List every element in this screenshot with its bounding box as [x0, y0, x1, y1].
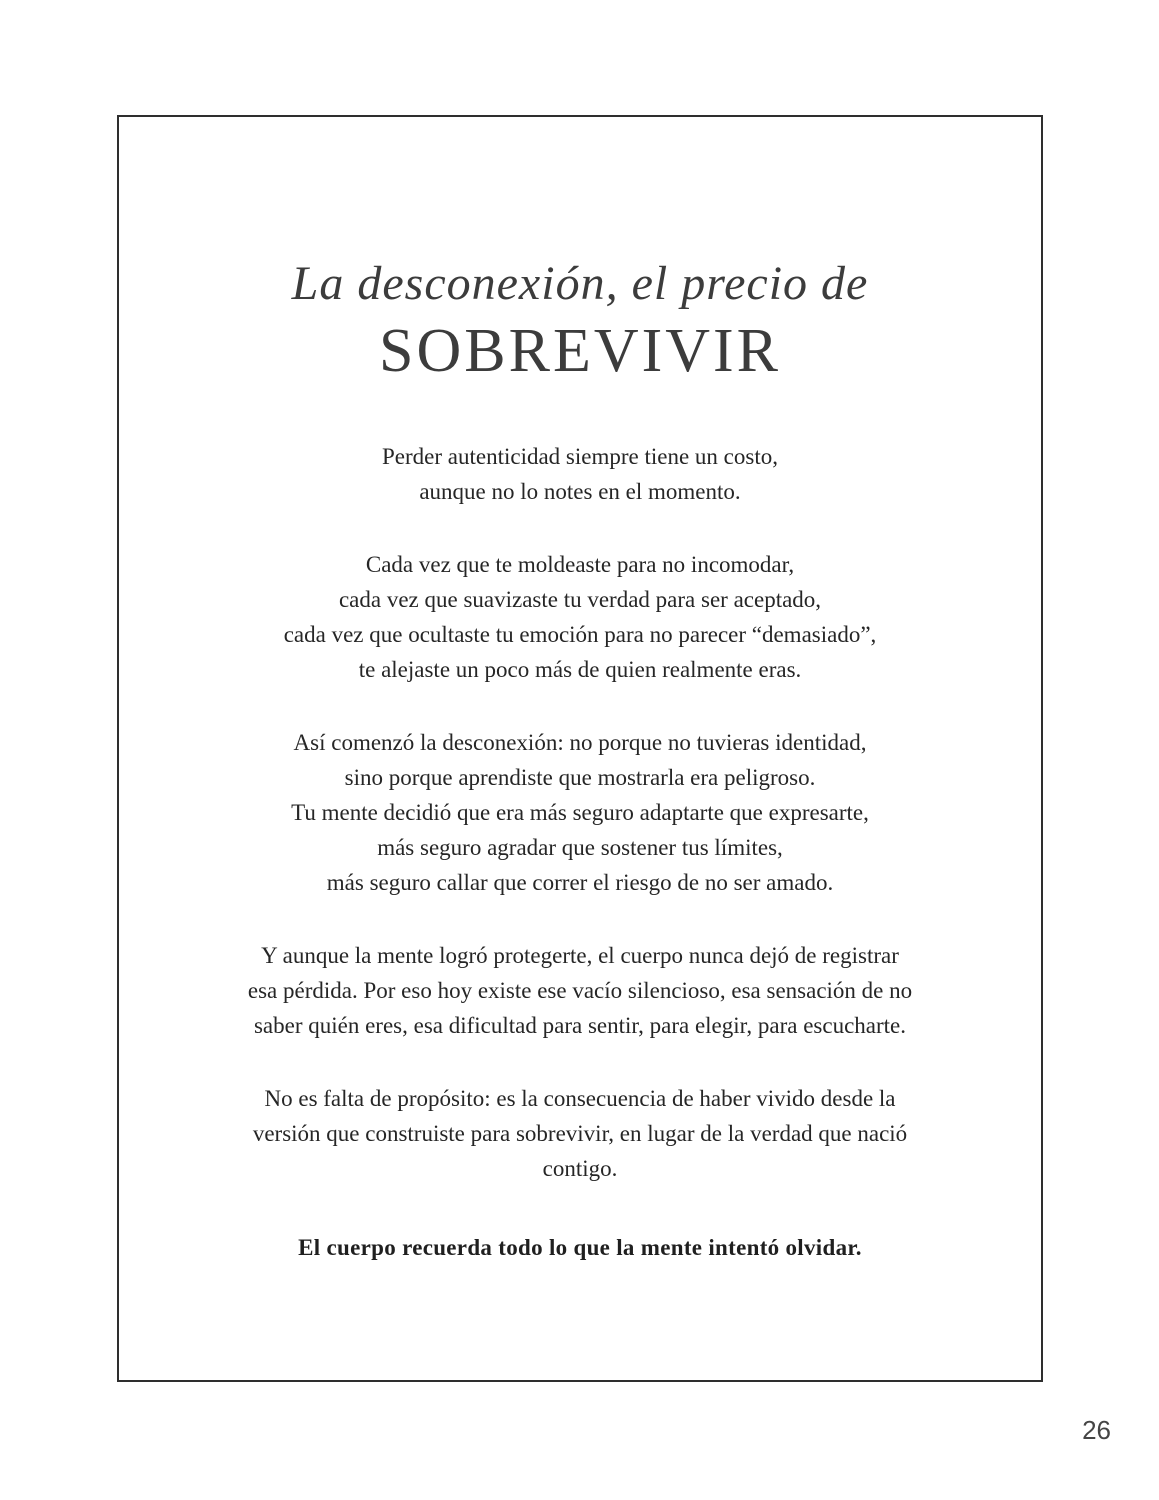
chapter-title-main: SOBREVIVIR: [378, 317, 782, 385]
paragraph-line: sino porque aprendiste que mostrarla era peligroso.: [344, 765, 816, 790]
paragraph-line: Tu mente decidió que era más seguro adaptarte que expresarte,: [291, 800, 869, 825]
paragraph: [189, 725, 971, 900]
paragraph-line: Cada vez que te moldeaste para no incomodar,: [365, 552, 795, 577]
paragraph: [189, 1081, 971, 1186]
body-text: [119, 439, 1041, 1265]
paragraph-line: cada vez que suavizaste tu verdad para ser aceptado,: [338, 587, 822, 612]
page-number: 26: [1082, 1415, 1111, 1445]
paragraph-line: Así comenzó la desconexión: no porque no tuvieras identidad,: [293, 730, 867, 755]
paragraph-line: te alejaste un poco más de quien realmente eras.: [358, 657, 802, 682]
paragraph-line: más seguro callar que correr el riesgo de no ser amado.: [326, 870, 834, 895]
paragraph-line: No es falta de propósito: es la consecuencia de haber vivido desde la: [264, 1086, 896, 1111]
paragraph-line: más seguro agradar que sostener tus límites,: [377, 835, 783, 860]
paragraph-line: saber quién eres, esa dificultad para sentir, para elegir, para escucharte.: [253, 1013, 907, 1038]
chapter-title-subtitle: La desconexión, el precio de: [291, 257, 869, 310]
paragraph-line: contigo.: [542, 1156, 618, 1181]
paragraph: [189, 439, 971, 509]
chapter-title: [119, 255, 1041, 385]
closing-bold-statement: El cuerpo recuerda todo lo que la mente intentó olvidar.: [298, 1235, 862, 1260]
paragraph-line: esa pérdida. Por eso hoy existe ese vacío silencioso, esa sensación de no: [247, 978, 913, 1003]
paragraph-line: Perder autenticidad siempre tiene un costo,: [382, 444, 778, 469]
paragraph-line: cada vez que ocultaste tu emoción para no parecer “demasiado”,: [283, 622, 877, 647]
paragraph-line: Y aunque la mente logró protegerte, el cuerpo nunca dejó de registrar: [261, 943, 899, 968]
paragraph-line: aunque no lo notes en el momento.: [419, 479, 741, 504]
page-border-frame: [117, 115, 1043, 1382]
paragraph-line: versión que construiste para sobrevivir, en lugar de la verdad que nació: [252, 1121, 908, 1146]
paragraph: [189, 547, 971, 687]
paragraph: [189, 938, 971, 1043]
